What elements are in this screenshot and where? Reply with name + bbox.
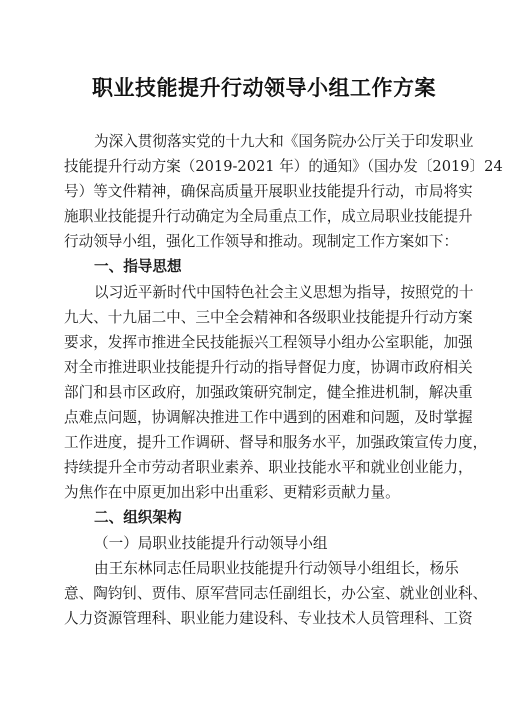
paragraph-line: 由王东林同志任局职业技能提升行动领导小组组长，杨乐	[94, 560, 459, 577]
section-heading: 一、指导思想	[94, 258, 182, 275]
paragraph-line: 施职业技能提升行动确定为全局重点工作，成立局职业技能提升	[64, 208, 473, 225]
paragraph-line: 技能提升行动方案（2019-2021 年）的通知》（国办发〔2019〕24	[64, 158, 503, 175]
paragraph-line: 工作进度，提升工作调研、督导和服务水平，加强政策宣传力度，	[64, 434, 488, 451]
paragraph-line: 以习近平新时代中国特色社会主义思想为指导，按照党的十	[94, 284, 474, 301]
paragraph-line: 为深入贯彻落实党的十九大和《国务院办公厅关于印发职业	[94, 133, 474, 150]
paragraph-line: 意、陶钧钊、贾伟、原军营同志任副组长，办公室、就业创业科、	[64, 585, 488, 602]
paragraph-line: 行动领导小组，强化工作领导和推动。现制定工作方案如下：	[64, 233, 459, 250]
paragraph-line: 部门和县市区政府，加强政策研究制定，健全推进机制，解决重	[64, 384, 473, 401]
paragraph-line: 为焦作在中原更加出彩中出重彩、更精彩贡献力量。	[64, 484, 400, 501]
paragraph-line: 对全市推进职业技能提升行动的指导督促力度，协调市政府相关	[64, 359, 473, 376]
section-heading: 二、组织架构	[94, 509, 182, 526]
subsection-heading: （一）局职业技能提升行动领导小组	[94, 535, 328, 552]
paragraph-line: 九大、十九届二中、三中全会精神和各级职业技能提升行动方案	[64, 309, 473, 326]
paragraph-line: 人力资源管理科、职业能力建设科、专业技术人员管理科、工资	[64, 610, 473, 627]
paragraph-line: 持续提升全市劳动者职业素养、职业技能水平和就业创业能力，	[64, 459, 473, 476]
paragraph-line: 要求，发挥市推进全民技能振兴工程领导小组办公室职能，加强	[64, 334, 473, 351]
paragraph-line: 号）等文件精神，确保高质量开展职业技能提升行动，市局将实	[64, 183, 473, 200]
paragraph-line: 点难点问题，协调解决推进工作中遇到的困难和问题，及时掌握	[64, 409, 473, 426]
document-title: 职业技能提升行动领导小组工作方案	[92, 76, 436, 100]
